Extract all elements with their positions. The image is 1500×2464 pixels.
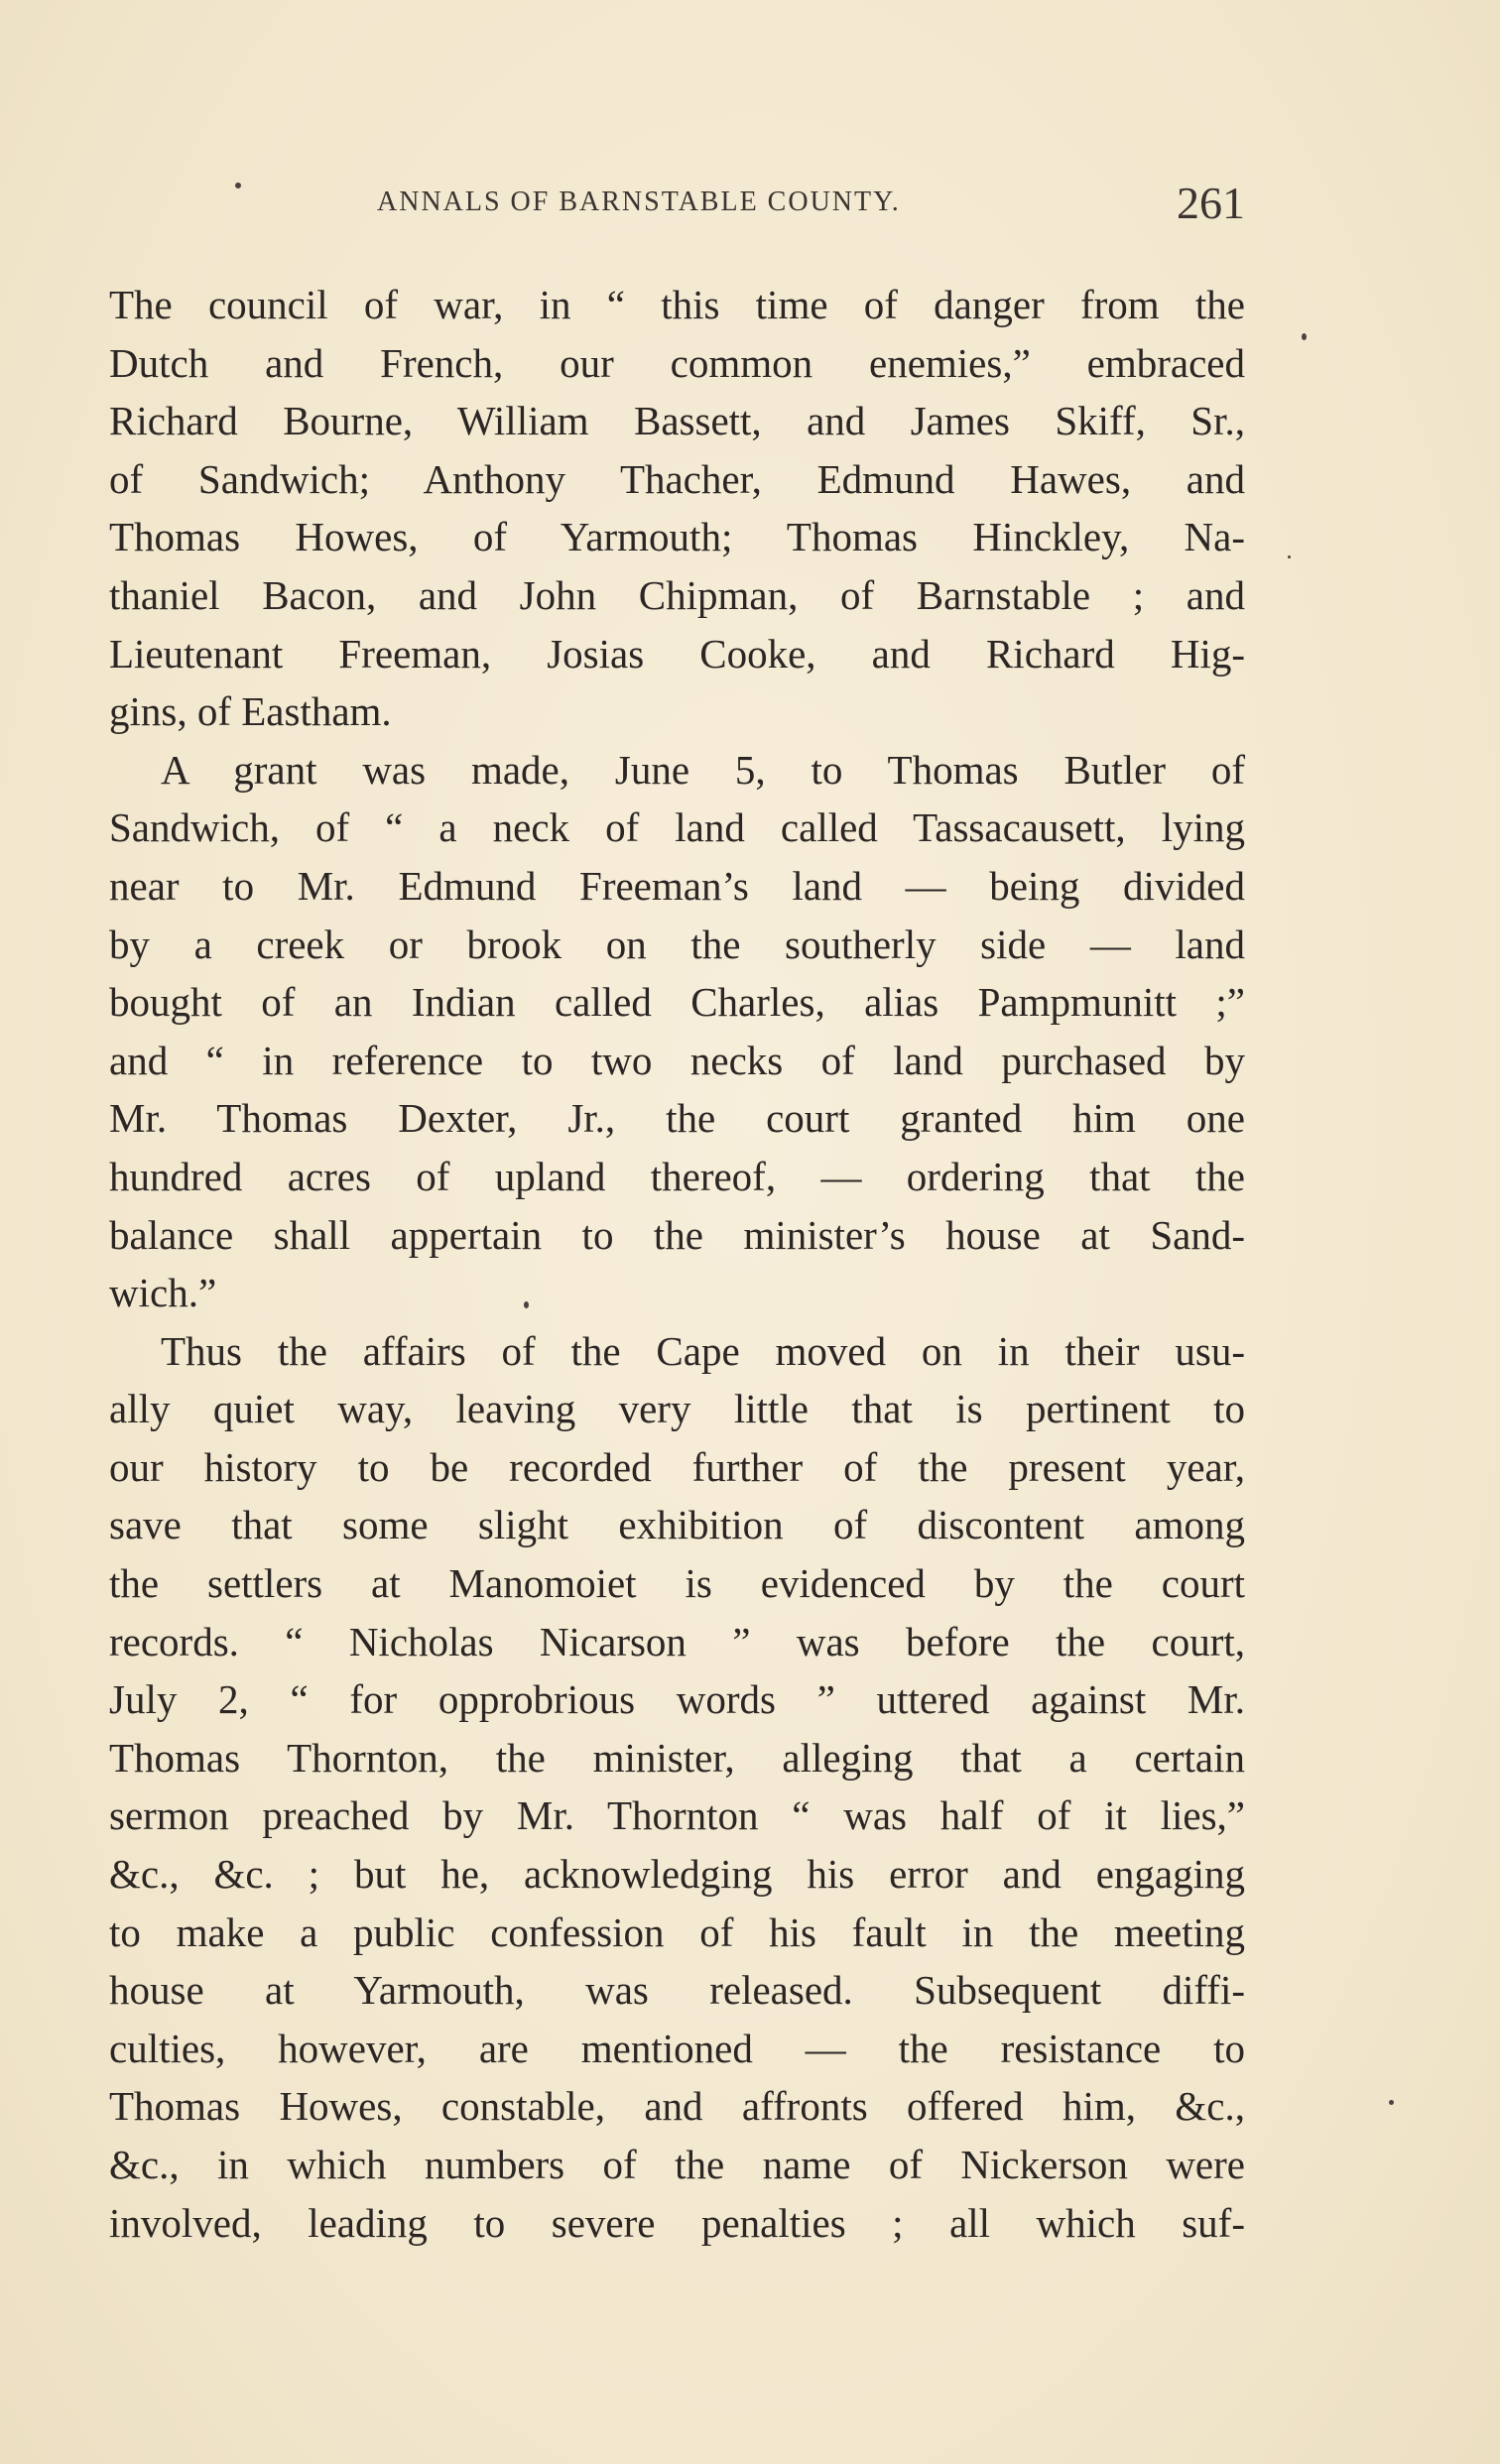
text-line: by a creek or brook on the southerly side — land <box>109 921 1245 967</box>
text-line: Thus the affairs of the Cape moved on in their usu- <box>161 1327 1245 1374</box>
text-line: hundred acres of upland thereof, — ordering that the <box>109 1153 1245 1199</box>
text-line: records. “ Nicholas Nicarson ” was before the court, <box>109 1618 1245 1664</box>
text-line: house at Yarmouth, was released. Subsequent diffi- <box>109 1967 1245 2014</box>
body-text <box>109 276 1245 2252</box>
ink-speck <box>1302 333 1307 340</box>
text-line: ally quiet way, leaving very little that is pertinent to <box>109 1386 1245 1432</box>
text-line: The council of war, in “ this time of danger from the <box>109 282 1245 327</box>
text-line: Dutch and French, our common enemies,” embraced <box>109 339 1245 386</box>
text-line: the settlers at Manomoiet is evidenced by the court <box>109 1560 1245 1607</box>
text-line: balance shall appertain to the minister’s house at Sand- <box>109 1211 1245 1258</box>
text-line: Sandwich, of “ a neck of land called Tassacausett, lying <box>109 804 1245 851</box>
text-line: our history to be recorded further of the present year, <box>109 1443 1245 1490</box>
text-line: bought of an Indian called Charles, alias Pampmunitt ;” <box>109 979 1245 1026</box>
text-line: Richard Bourne, William Bassett, and James Skiff, Sr., <box>109 398 1245 444</box>
text-line: save that some slight exhibition of discontent among <box>109 1502 1245 1548</box>
text-line: &c., in which numbers of the name of Nickerson were <box>109 2142 1245 2187</box>
text-line: near to Mr. Edmund Freeman’s land — being divided <box>109 862 1245 909</box>
text-line: July 2, “ for opprobrious words ” uttered against Mr. <box>109 1676 1245 1723</box>
text-line: Lieutenant Freeman, Josias Cooke, and Richard Hig- <box>109 630 1245 677</box>
text-line: and “ in reference to two necks of land purchased by <box>109 1037 1245 1083</box>
text-line: Mr. Thomas Dexter, Jr., the court granted him one <box>109 1095 1245 1142</box>
ink-speck <box>1288 555 1291 558</box>
ink-speck <box>235 183 241 188</box>
text-line: sermon preached by Mr. Thornton “ was half of it lies,” <box>109 1792 1245 1839</box>
text-line: Thomas Howes, constable, and affronts offered him, &c., <box>109 2083 1245 2130</box>
text-line: thaniel Bacon, and John Chipman, of Barnstable ; and <box>109 571 1245 618</box>
ink-speck <box>524 1301 529 1308</box>
text-line: culties, however, are mentioned — the resistance to <box>109 2025 1245 2071</box>
page-header <box>109 177 1245 236</box>
text-line: to make a public confession of his fault in the meeting <box>109 1909 1245 1955</box>
text-line: involved, leading to severe penalties ; all which suf- <box>109 2199 1245 2246</box>
text-line: of Sandwich; Anthony Thacher, Edmund Hawes, and <box>109 455 1245 502</box>
ink-speck <box>1389 2100 1394 2105</box>
text-line: Thomas Thornton, the minister, alleging that a certain <box>109 1734 1245 1781</box>
running-head: ANNALS OF BARNSTABLE COUNTY. <box>377 186 901 217</box>
text-line: A grant was made, June 5, to Thomas Butler of <box>161 746 1245 793</box>
text-line: &c., &c. ; but he, acknowledging his error and engaging <box>109 1851 1245 1898</box>
text-line: gins, of Eastham. <box>109 688 392 735</box>
text-line: Thomas Howes, of Yarmouth; Thomas Hinckley, Na- <box>109 514 1245 560</box>
text-line: wich.” <box>109 1270 217 1316</box>
page-number: 261 <box>1177 178 1245 228</box>
